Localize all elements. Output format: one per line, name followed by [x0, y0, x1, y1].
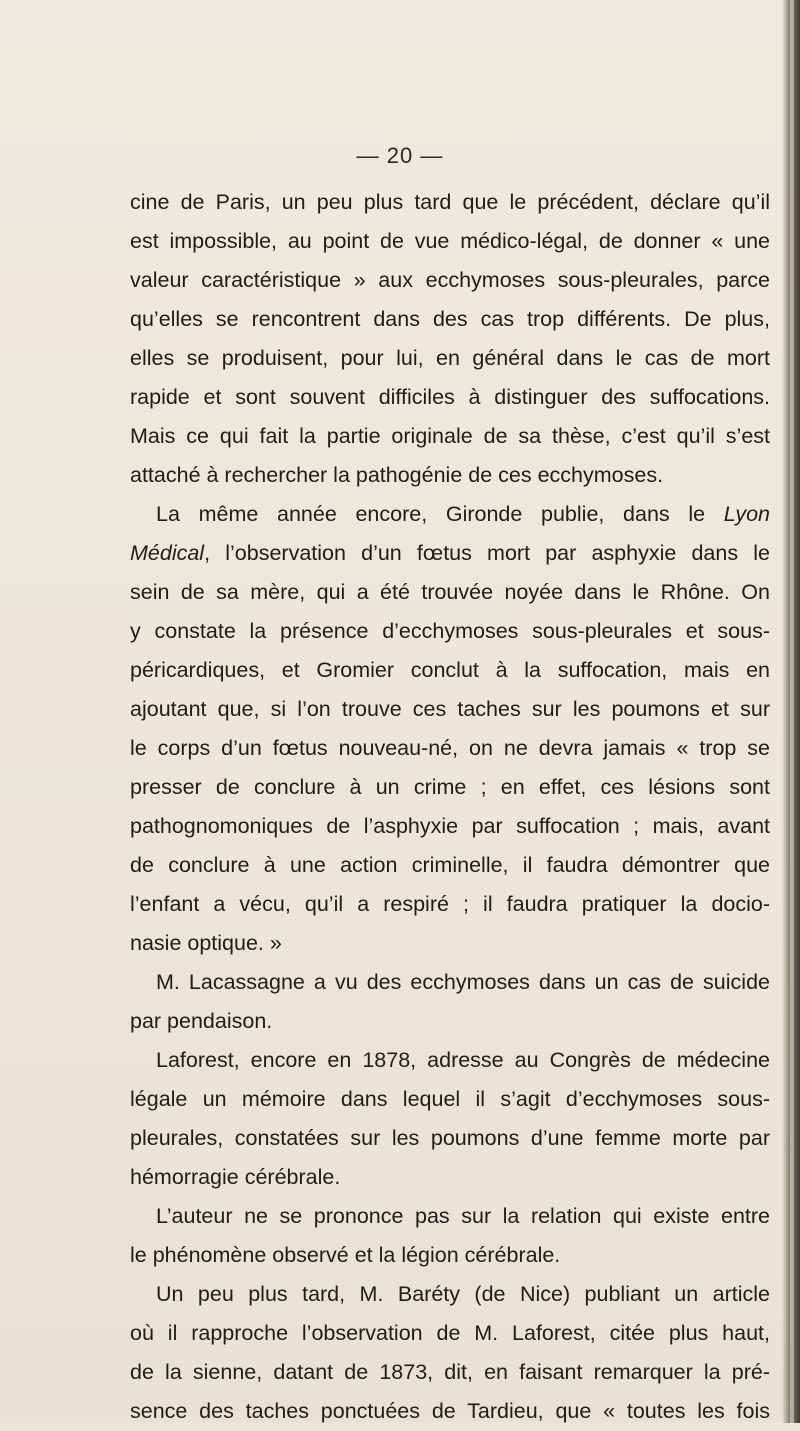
text-line: Médical, l’observation d’un fœtus mort par asphyxie dans le [130, 541, 770, 565]
text-line: pleurales, constatées sur les poumons d’une femme morte par [130, 1126, 770, 1150]
text-line: Laforest, encore en 1878, adresse au Congrès de médecine [156, 1048, 770, 1072]
text-line: qu’elles se rencontrent dans des cas trop différents. De plus, [130, 307, 770, 331]
text-line: valeur caractéristique » aux ecchymoses sous-pleurales, parce [130, 268, 770, 292]
text-line: péricardiques, et Gromier conclut à la suffocation, mais en [130, 658, 770, 682]
text-line: presser de conclure à un crime ; en effet, ces lésions sont [130, 775, 770, 799]
text-line: par pendaison. [130, 1009, 273, 1033]
text-line: ajoutant que, si l’on trouve ces taches sur les poumons et sur [130, 697, 770, 721]
body-text [130, 183, 770, 1431]
text-line: elles se produisent, pour lui, en général dans le cas de mort [130, 346, 770, 370]
text-line: légale un mémoire dans lequel il s’agit d’ecchymoses sous- [130, 1087, 770, 1111]
text-line: le corps d’un fœtus nouveau-né, on ne devra jamais « trop se [130, 736, 770, 760]
text-line: pathognomoniques de l’asphyxie par suffocation ; mais, avant [130, 814, 770, 838]
text-line: sence des taches ponctuées de Tardieu, que « toutes les fois [130, 1399, 770, 1423]
text-line: La même année encore, Gironde publie, dans le Lyon [156, 502, 770, 526]
text-line: sein de sa mère, qui a été trouvée noyée dans le Rhône. On [130, 580, 770, 604]
text-line: attaché à rechercher la pathogénie de ces ecchymoses. [130, 463, 664, 487]
text-line: est impossible, au point de vue médico-légal, de donner « une [130, 229, 770, 253]
text-line: Un peu plus tard, M. Baréty (de Nice) publiant un article [156, 1282, 770, 1306]
text-line: rapide et sont souvent difficiles à distinguer des suffocations. [130, 385, 770, 409]
text-line: le phénomène observé et la légion cérébrale. [130, 1243, 561, 1267]
journal-title: Médical [130, 541, 205, 565]
text-line: hémorragie cérébrale. [130, 1165, 341, 1189]
text-line: y constate la présence d’ecchymoses sous-pleurales et sous- [130, 619, 770, 643]
text-line: de conclure à une action criminelle, il faudra démontrer que [130, 853, 770, 877]
journal-title: Lyon [723, 502, 770, 526]
text-line: cine de Paris, un peu plus tard que le précédent, déclare qu’il [130, 190, 770, 214]
text-line: L’auteur ne se prononce pas sur la relation qui existe entre [156, 1204, 770, 1228]
text-line: nasie optique. » [130, 931, 282, 955]
text-line: Mais ce qui fait la partie originale de sa thèse, c’est qu’il s’est [130, 424, 770, 448]
text-line: où il rapproche l’observation de M. Laforest, citée plus haut, [130, 1321, 770, 1345]
page-number: — 20 — [356, 143, 444, 168]
text-line: de la sienne, datant de 1873, dit, en faisant remarquer la pré- [130, 1360, 770, 1384]
text-line: M. Lacassagne a vu des ecchymoses dans un cas de suicide [156, 970, 770, 994]
page-edge-highlight [790, 0, 794, 1423]
text-line: l’enfant a vécu, qu’il a respiré ; il faudra pratiquer la docio- [130, 892, 770, 916]
